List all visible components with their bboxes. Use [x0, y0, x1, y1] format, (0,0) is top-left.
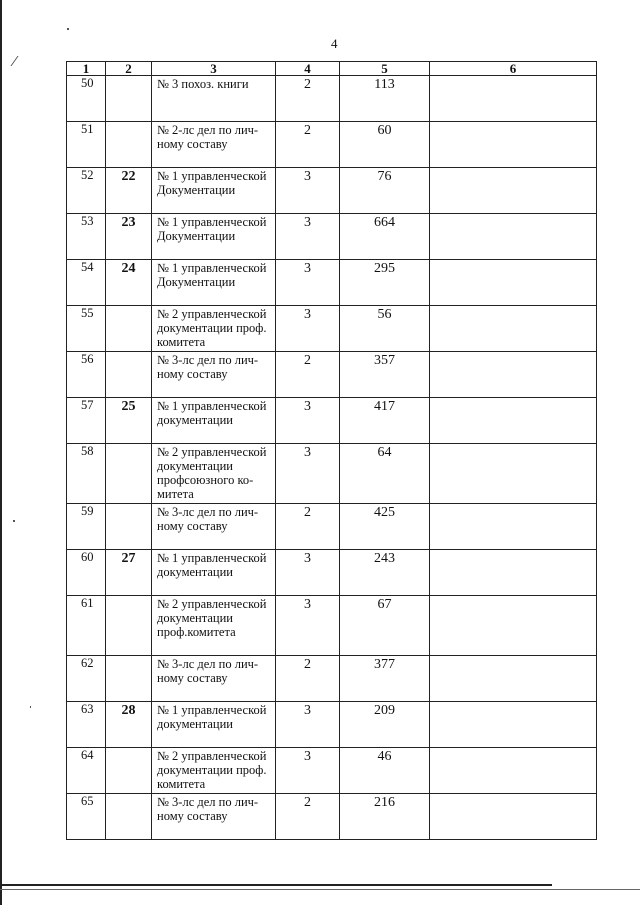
- col-4-cell: 3: [276, 596, 340, 656]
- inventory-title-cell: № 2 управленческой документации профсоюзного ко- митета: [152, 444, 276, 504]
- col-5-cell: 417: [340, 398, 430, 444]
- row-number-cell: 55: [67, 306, 106, 352]
- col-4-cell: 2: [276, 794, 340, 840]
- row-number-cell: 59: [67, 504, 106, 550]
- row-number-cell: 53: [67, 214, 106, 260]
- scan-dust-dot: [30, 706, 31, 708]
- row-number-cell: 57: [67, 398, 106, 444]
- table-row: [67, 656, 597, 702]
- row-number-cell: 58: [67, 444, 106, 504]
- col-4-cell: 3: [276, 306, 340, 352]
- inventory-title-cell: № 2-лс дел по лич- ному составу: [152, 122, 276, 168]
- notes-cell: [430, 702, 597, 748]
- col-5-cell: 64: [340, 444, 430, 504]
- fund-number-cell: 22: [106, 168, 152, 214]
- notes-cell: [430, 504, 597, 550]
- notes-cell: [430, 76, 597, 122]
- table-row: [67, 214, 597, 260]
- col-4-cell: 3: [276, 550, 340, 596]
- fund-number-cell: [106, 76, 152, 122]
- table-row: [67, 444, 597, 504]
- col-5-cell: 377: [340, 656, 430, 702]
- inventory-title-cell: № 3 похоз. книги: [152, 76, 276, 122]
- fund-number-cell: 25: [106, 398, 152, 444]
- notes-cell: [430, 748, 597, 794]
- col-5-cell: 60: [340, 122, 430, 168]
- fund-number-cell: [106, 748, 152, 794]
- scan-dust-dot: [67, 28, 69, 30]
- col-4-cell: 2: [276, 656, 340, 702]
- header-col-4: 4: [276, 62, 340, 76]
- col-4-cell: 2: [276, 76, 340, 122]
- col-4-cell: 3: [276, 444, 340, 504]
- inventory-title-cell: № 1 управленческой документации: [152, 702, 276, 748]
- notes-cell: [430, 306, 597, 352]
- inventory-title-cell: № 3-лс дел по лич- ному составу: [152, 352, 276, 398]
- notes-cell: [430, 596, 597, 656]
- fund-number-cell: [106, 794, 152, 840]
- scan-edge-bottom: [0, 884, 552, 886]
- notes-cell: [430, 122, 597, 168]
- table-row: [67, 260, 597, 306]
- fund-number-cell: 23: [106, 214, 152, 260]
- col-5-cell: 216: [340, 794, 430, 840]
- table-row: [67, 398, 597, 444]
- scan-dust-dot: [13, 520, 15, 522]
- col-5-cell: 76: [340, 168, 430, 214]
- table-row: [67, 794, 597, 840]
- notes-cell: [430, 168, 597, 214]
- col-5-cell: 664: [340, 214, 430, 260]
- row-number-cell: 52: [67, 168, 106, 214]
- row-number-cell: 64: [67, 748, 106, 794]
- table-row: [67, 504, 597, 550]
- row-number-cell: 63: [67, 702, 106, 748]
- col-5-cell: 295: [340, 260, 430, 306]
- fund-number-cell: 28: [106, 702, 152, 748]
- fund-number-cell: 24: [106, 260, 152, 306]
- col-5-cell: 243: [340, 550, 430, 596]
- inventory-title-cell: № 2 управленческой документации проф. комитета: [152, 748, 276, 794]
- page-number: 4: [331, 36, 338, 51]
- table-row: [67, 748, 597, 794]
- notes-cell: [430, 794, 597, 840]
- inventory-title-cell: № 3-лс дел по лич- ному составу: [152, 794, 276, 840]
- fund-number-cell: [106, 306, 152, 352]
- row-number-cell: 54: [67, 260, 106, 306]
- row-number-cell: 62: [67, 656, 106, 702]
- notes-cell: [430, 550, 597, 596]
- inventory-title-cell: № 1 управленческой документации: [152, 550, 276, 596]
- header-col-3: 3: [152, 62, 276, 76]
- col-4-cell: 3: [276, 748, 340, 794]
- header-col-1: 1: [67, 62, 106, 76]
- col-4-cell: 3: [276, 398, 340, 444]
- notes-cell: [430, 352, 597, 398]
- table-row: [67, 550, 597, 596]
- col-4-cell: 3: [276, 260, 340, 306]
- header-row: [67, 62, 597, 76]
- col-4-cell: 2: [276, 504, 340, 550]
- fund-number-cell: [106, 444, 152, 504]
- notes-cell: [430, 260, 597, 306]
- col-4-cell: 3: [276, 702, 340, 748]
- col-5-cell: 46: [340, 748, 430, 794]
- table-row: [67, 702, 597, 748]
- fund-number-cell: [106, 352, 152, 398]
- table-row: [67, 596, 597, 656]
- col-5-cell: 67: [340, 596, 430, 656]
- inventory-title-cell: № 2 управленческой документации проф.комитета: [152, 596, 276, 656]
- col-5-cell: 113: [340, 76, 430, 122]
- fund-number-cell: [106, 656, 152, 702]
- row-number-cell: 60: [67, 550, 106, 596]
- row-number-cell: 50: [67, 76, 106, 122]
- fund-number-cell: 27: [106, 550, 152, 596]
- header-col-2: 2: [106, 62, 152, 76]
- records-table: [66, 61, 597, 840]
- table-row: [67, 122, 597, 168]
- table-row: [67, 352, 597, 398]
- stray-pen-mark: [10, 56, 26, 66]
- fund-number-cell: [106, 504, 152, 550]
- col-4-cell: 2: [276, 122, 340, 168]
- notes-cell: [430, 656, 597, 702]
- notes-cell: [430, 398, 597, 444]
- table-row: [67, 168, 597, 214]
- table-row: [67, 76, 597, 122]
- row-number-cell: 56: [67, 352, 106, 398]
- col-4-cell: 2: [276, 352, 340, 398]
- col-5-cell: 209: [340, 702, 430, 748]
- fund-number-cell: [106, 122, 152, 168]
- inventory-title-cell: № 1 управленческой Документации: [152, 214, 276, 260]
- fund-number-cell: [106, 596, 152, 656]
- header-col-6: 6: [430, 62, 597, 76]
- inventory-title-cell: № 1 управленческой документации: [152, 398, 276, 444]
- col-5-cell: 56: [340, 306, 430, 352]
- scan-edge-bottom-faint: [0, 889, 640, 890]
- col-5-cell: 425: [340, 504, 430, 550]
- scan-edge-left: [0, 0, 2, 905]
- col-4-cell: 3: [276, 168, 340, 214]
- inventory-title-cell: № 3-лс дел по лич- ному составу: [152, 656, 276, 702]
- row-number-cell: 51: [67, 122, 106, 168]
- inventory-title-cell: № 2 управленческой документации проф. комитета: [152, 306, 276, 352]
- row-number-cell: 61: [67, 596, 106, 656]
- inventory-title-cell: № 1 управленческой Документации: [152, 260, 276, 306]
- inventory-title-cell: № 1 управленческой Документации: [152, 168, 276, 214]
- col-5-cell: 357: [340, 352, 430, 398]
- header-col-5: 5: [340, 62, 430, 76]
- row-number-cell: 65: [67, 794, 106, 840]
- notes-cell: [430, 214, 597, 260]
- notes-cell: [430, 444, 597, 504]
- table-row: [67, 306, 597, 352]
- col-4-cell: 3: [276, 214, 340, 260]
- inventory-title-cell: № 3-лс дел по лич- ному составу: [152, 504, 276, 550]
